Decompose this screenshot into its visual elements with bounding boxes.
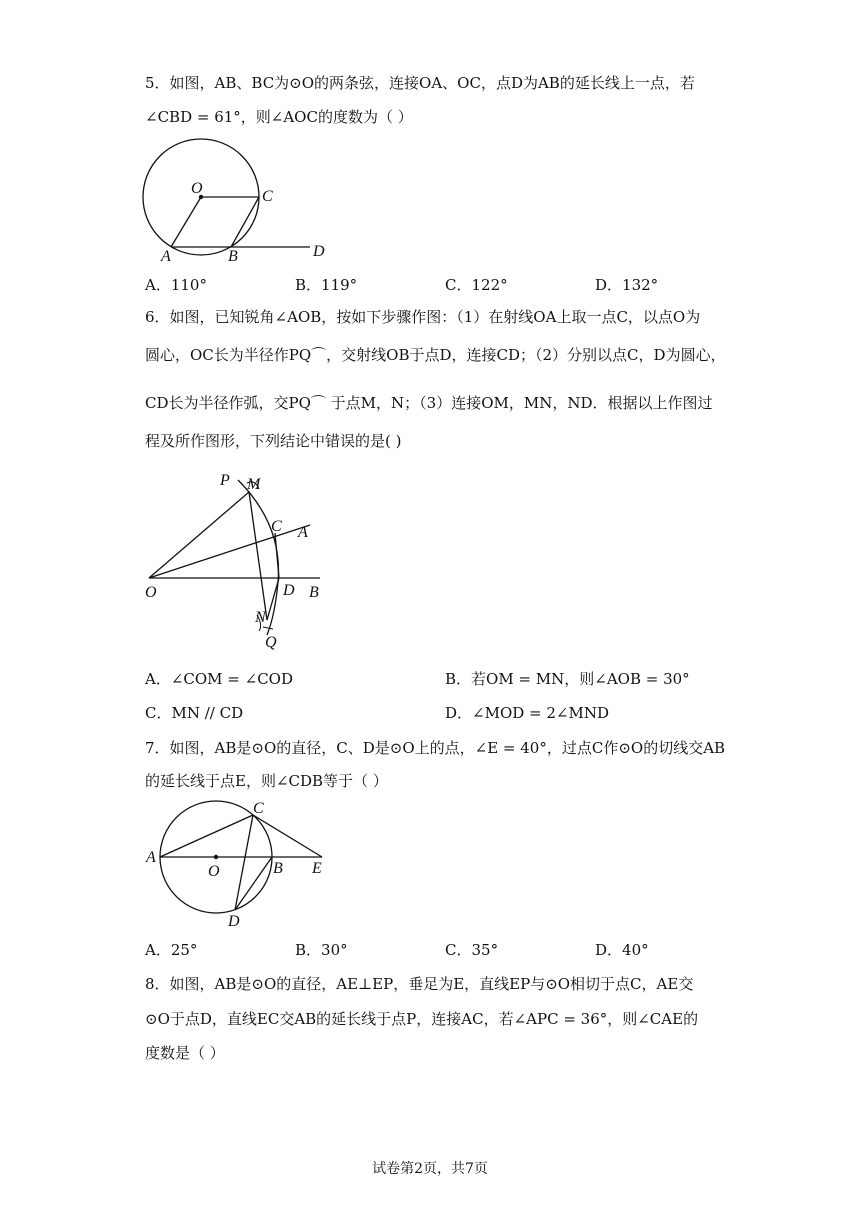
q6-line2: 圆心，OC长为半径作PQ⌒，交射线OB于点D，连接CD；（2）分别以点C，D为圆心， (145, 346, 726, 364)
q5-line-BC (231, 197, 259, 247)
q6-label-O: O (145, 584, 157, 601)
q6-line-MN (249, 492, 267, 620)
q5-label-D: D (313, 243, 325, 260)
q7-option-d[interactable]: D．40° (595, 941, 649, 959)
q5-option-b[interactable]: B．119° (295, 276, 358, 294)
q5-label-B: B (228, 248, 238, 265)
q6-label-C: C (271, 518, 282, 535)
q6-label-N: N (255, 609, 266, 626)
q8-line1: 8．如图，AB是⊙O的直径，AE⊥EP，垂足为E，直线EP与⊙O相切于点C，AE交 (145, 975, 694, 993)
q7-figure (140, 795, 340, 935)
q7-line-CD (235, 815, 253, 910)
q8-line3: 度数是（ ） (145, 1044, 225, 1062)
q5-label-O: O (191, 180, 203, 197)
q7-label-C: C (253, 800, 264, 817)
q5-label-A: A (161, 248, 171, 265)
q6-option-c[interactable]: C．MN // CD (145, 704, 244, 722)
q7-option-a[interactable]: A．25° (145, 941, 198, 959)
q5-option-d[interactable]: D．132° (595, 276, 659, 294)
q5-line1: 5．如图，AB、BC为⊙O的两条弦，连接OA、OC，点D为AB的延长线上一点，若 (145, 74, 695, 92)
q7-line2: 的延长线于点E，则∠CDB等于（ ） (145, 772, 388, 790)
q6-option-b[interactable]: B．若OM = MN，则∠AOB = 30° (445, 670, 690, 688)
q5-line-OA (171, 197, 201, 247)
q6-figure (135, 465, 345, 660)
q6-line-OM (149, 492, 249, 578)
q7-label-O: O (208, 863, 220, 880)
q6-line1: 6．如图，已知锐角∠AOB，按如下步骤作图：（1）在射线OA上取一点C，以点O为 (145, 308, 701, 326)
q5-label-C: C (262, 188, 273, 205)
q7-center-dot (214, 855, 218, 859)
q5-figure (135, 135, 335, 270)
q7-label-B: B (273, 860, 283, 877)
q5-option-c[interactable]: C．122° (445, 276, 508, 294)
q6-line3: CD长为半径作弧，交PQ⌒ 于点M，N；（3）连接OM，MN，ND．根据以上作图过 (145, 394, 713, 412)
q7-label-E: E (312, 860, 322, 877)
q6-label-B: B (309, 584, 319, 601)
q6-label-Q: Q (265, 634, 277, 651)
q6-option-d[interactable]: D．∠MOD = 2∠MND (445, 704, 610, 722)
q5-option-a[interactable]: A．110° (145, 276, 207, 294)
q6-line-CD (275, 533, 279, 578)
q7-option-b[interactable]: B．30° (295, 941, 348, 959)
q6-label-P: P (220, 472, 230, 489)
page-footer: 试卷第2页，共7页 (372, 1161, 488, 1177)
q6-ray-OA (149, 525, 310, 578)
q6-label-D: D (283, 582, 295, 599)
q6-line4: 程及所作图形，下列结论中错误的是( ) (145, 432, 402, 450)
q7-line1: 7．如图，AB是⊙O的直径，C、D是⊙O上的点，∠E = 40°，过点C作⊙O的切线交AB (145, 739, 726, 757)
q6-label-A: A (298, 524, 308, 541)
q7-line-AC (160, 815, 253, 857)
q6-label-M: M (247, 476, 261, 493)
q5-line2: ∠CBD = 61°，则∠AOC的度数为（ ） (145, 108, 413, 126)
q8-line2: ⊙O于点D，直线EC交AB的延长线于点P，连接AC，若∠APC = 36°，则∠CAE的 (145, 1010, 699, 1028)
q7-label-D: D (228, 913, 240, 930)
q7-label-A: A (146, 849, 156, 866)
q6-option-a[interactable]: A．∠COM = ∠COD (145, 670, 294, 688)
q7-option-c[interactable]: C．35° (445, 941, 499, 959)
q6-tick-Q (263, 627, 273, 629)
q7-line-CE (253, 815, 322, 857)
